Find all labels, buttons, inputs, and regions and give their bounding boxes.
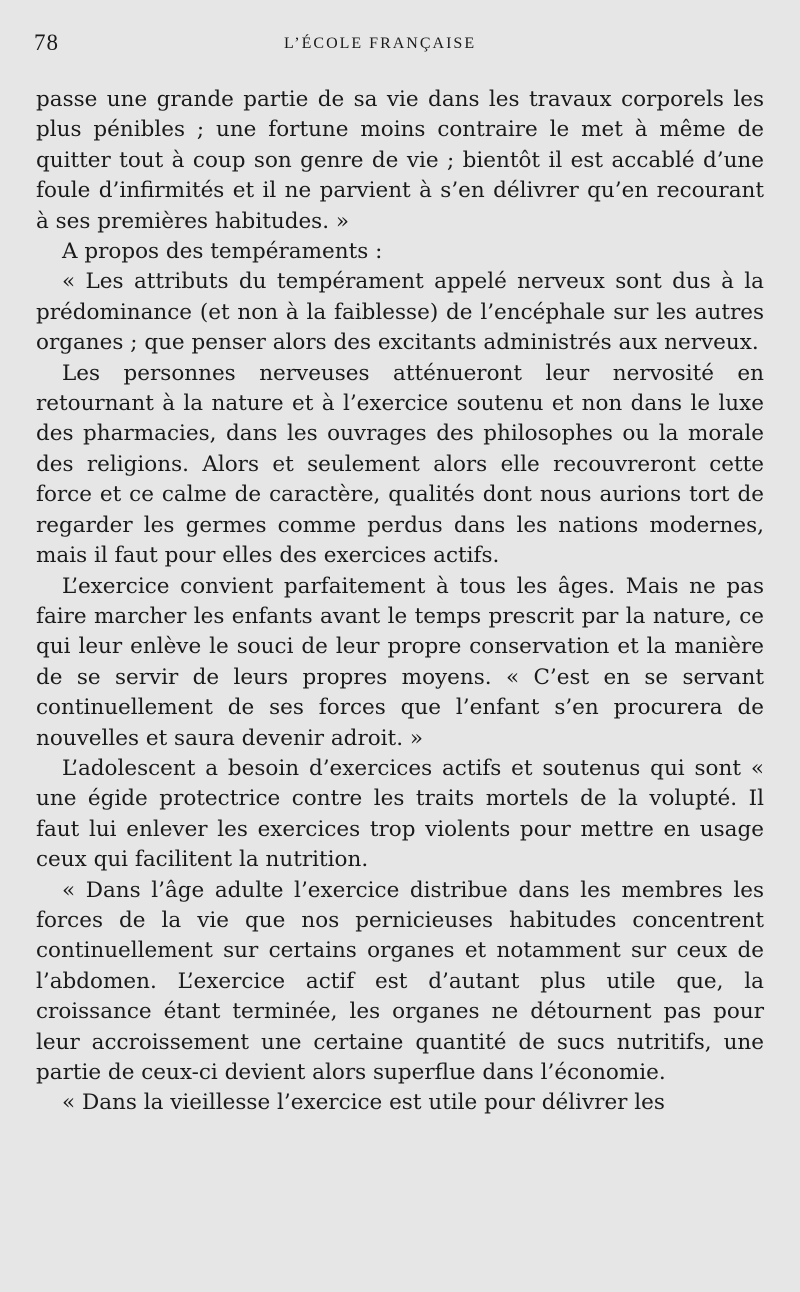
paragraph-continuation: passe une grande partie de sa vie dans les travaux corporels les plus pénibles ; une fortune moins contraire le met à même de quitter tout à coup son genre de vie ; bientôt il est accablé d’une foule d’infirmités et il ne parvient à s’en délivrer qu’en recourant à ses premières habitudes. » [36,87,764,234]
paragraph-exercise-ages: L’exercice convient parfaitement à tous les âges. Mais ne pas faire marcher les enfants avant le temps prescrit par la nature, ce qui leur enlève le souci de leur propre conservation et la manière de se servir de leurs propres moyens. « C’est en se servant continuellement de ses forces que l’enfant s’en procurera de nouvelles et saura devenir adroit. » [36,573,764,751]
paragraph-nervous-persons: Les personnes nerveuses atténueront leur nervosité en retournant à la nature et à l’exercice soutenu et non dans le luxe des pharmacies, dans les ouvrages des philosophes ou la morale des religions. Alors et seulement alors elle recouvreront cette force et ce calme de caractère, qualités dont nous aurions tort de regarder les germes comme perdus dans les nations modernes, mais il faut pour elles des exercices actifs. [36,360,764,569]
paragraph-temperaments-heading: A propos des tempéraments : [62,239,383,265]
paragraph-nervous-temperament: « Les attributs du tempérament appelé nerveux sont dus à la prédominance (et non à la faiblesse) de l’encéphale sur les autres organes ; que penser alors des excitants administrés aux nerveux. [36,269,764,356]
body-text [36,85,764,1119]
page-header [34,30,764,60]
page-number: 78 [34,30,59,55]
paragraph-adolescent: L’adolescent a besoin d’exercices actifs et soutenus qui sont « une égide protectrice contre les traits mortels de la volupté. Il faut lui enlever les exercices trop violents pour mettre en usage ceux qui facilitent la nutrition. [36,755,764,873]
running-title: L’ÉCOLE FRANÇAISE [284,35,477,52]
paragraph-old-age: « Dans la vieillesse l’exercice est utile pour délivrer les [62,1090,665,1116]
paragraph-adult-age: « Dans l’âge adulte l’exercice distribue dans les membres les forces de la vie que nos pernicieuses habitudes concentrent continuellement sur certains organes et notamment sur ceux de l’abdomen. L’exercice actif est d’autant plus utile que, la croissance étant terminée, les organes ne détournent pas pour leur accroissement une certaine quantité de sucs nutritifs, une partie de ceux-ci devient alors superflue dans l’économie. [36,877,764,1085]
